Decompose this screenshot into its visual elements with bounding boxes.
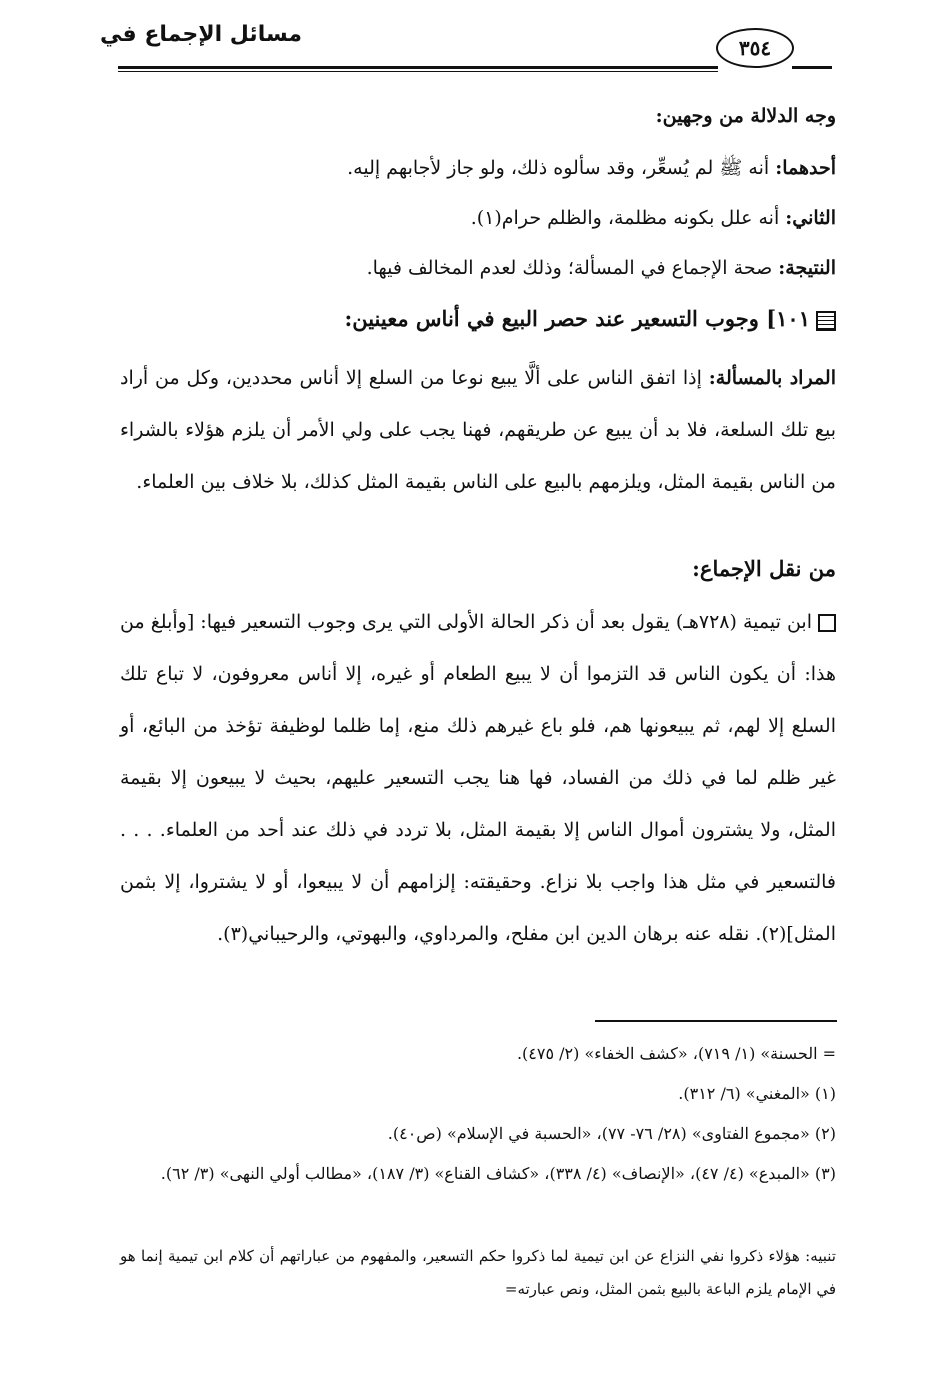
running-header-title: مسائل الإجماع في [100,22,302,47]
transmitters-heading: من نقل الإجماع: [692,556,836,581]
header-rule-thin [118,71,718,72]
meaning-label: المراد بالمسألة: [708,367,836,389]
result-text: صحة الإجماع في المسألة؛ وذلك لعدم المخالف فيها. [366,257,779,279]
result-line [120,242,836,294]
first-point-label: أحدهما: [775,157,836,179]
evidence-heading [120,90,836,142]
footnote-continuation: = الحسنة» (١/ ٧١٩)، «كشف الخفاء» (٢/ ٤٧٥). [516,1044,836,1063]
checkbox-bullet-icon [818,614,836,632]
issue-heading-text: ١٠١] وجوب التسعير عند حصر البيع في أناس معينين: [344,306,810,331]
first-point [120,142,836,194]
issue-meaning [120,352,836,508]
footnote-2: (٢) «مجموع الفتاوى» (٢٨/ ٧٦- ٧٧)، «الحسبة في الإسلام» (ص٤٠). [387,1124,836,1143]
second-point-text: أنه علل بكونه مظلمة، والظلم حرام(١). [470,207,786,229]
result-label: النتيجة: [778,257,836,279]
footnote-notice: تنبيه: هؤلاء ذكروا نفي النزاع عن ابن تيمية لما ذكروا حكم التسعير، والمفهوم من عباراتهم أن كلام ابن تيمية إنما هو في الإمام يلزم الباعة بالبيع بثمن المثل، ونص عبارته= [120,1247,836,1298]
second-point [120,192,836,244]
footnote-separator [595,1020,837,1022]
page-number [716,28,794,68]
header-rule-right [792,66,832,69]
footnote-3: (٣) «المبدع» (٤/ ٤٧)، «الإنصاف» (٤/ ٣٣٨)، «كشاف القناع» (٣/ ١٨٧)، «مطالب أولي النهى» (٣/ ٦٢). [160,1164,836,1183]
ibn-taymiyyah-quote [120,596,836,960]
second-point-label: الثاني: [785,207,836,229]
issue-heading [120,306,836,331]
page-number-text: ٣٥٤ [738,36,772,60]
quote-text: ابن تيمية (٧٢٨هـ) يقول بعد أن ذكر الحالة الأولى التي يرى وجوب التسعير فيها: [وأبلغ من هذا: أن يكون الناس قد التزموا أن لا يبيع الطعام أو غيره، إلا أناس معروفون، لا تباع تلك السلع إلا لهم، ثم يبيعونها هم، فلو باع غيرهم ذلك منع، إما ظلما لوظيفة تؤخذ من البائع، أو غير ظلم لما في ذلك من الفساد، فها هنا يجب التسعير عليهم، بحيث لا يبيعون إلا بقيمة المثل، ولا يشترون أموال الناس إلا بقيمة المثل، بلا تردد في ذلك عند أحد من العلماء. . . . فالتسعير في مثل هذا واجب بلا نزاع. وحقيقته: إلزامهم أن لا يبيعوا، أو لا يشتروا، إلا بثمن المثل](٢). نقله عنه برهان الدين ابن مفلح، والمرداوي، والبهوتي، والرحيباني(٣). [120,611,836,945]
meaning-text: إذا اتفق الناس على ألَّا يبيع نوعا من السلع إلا أناس محددين، وكل من أراد بيع تلك السلعة، فلا بد أن يبيع عن طريقهم، فهنا يجب على ولي الأمر أن يلزم هؤلاء بالشراء من الناس بقيمة المثل، ويلزمهم بالبيع على الناس بقيمة المثل كذلك، بلا خلاف بين العلماء. [120,367,836,493]
evidence-heading-text: وجه الدلالة من وجهين: [655,105,836,127]
first-point-text: أنه ﷺ لم يُسعِّر، وقد سألوه ذلك، ولو جاز لأجابهم إليه. [347,157,776,179]
header-rule [118,66,718,69]
footnote-1: (١) «المغني» (٦/ ٣١٢). [678,1084,836,1103]
document-icon [816,311,836,331]
